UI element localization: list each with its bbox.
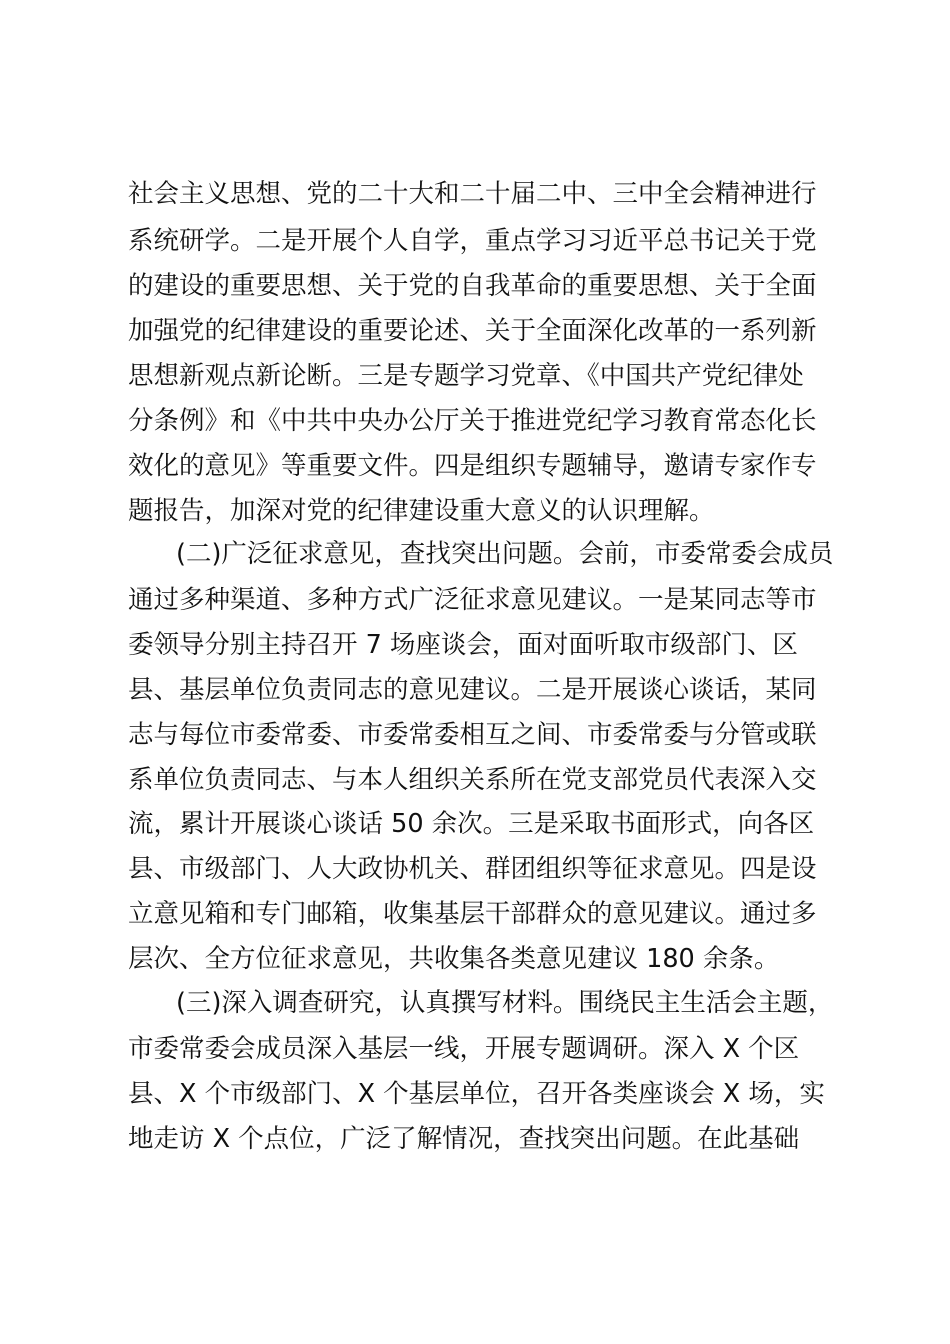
text-line-18: 层次、全方位征求意见，共收集各类意见建议 180 余条。 xyxy=(128,944,780,974)
text-line-4: 加强党的纪律建设的重要论述、关于全面深化改革的一系列新 xyxy=(128,316,817,346)
text-line-5: 思想新观点新论断。三是专题学习党章、《中国共产党纪律处 xyxy=(128,361,804,391)
text-line-20: 市委常委会成员深入基层一线，开展专题调研。深入 X 个区 xyxy=(128,1034,800,1064)
text-line-8: 题报告，加深对党的纪律建设重大意义的认识理解。 xyxy=(128,496,715,526)
paragraph-3-heading-line: (三)深入调查研究，认真撰写材料。围绕民主生活会主题， xyxy=(176,988,834,1018)
text-line-21: 县、X 个市级部门、X 个基层单位，召开各类座谈会 X 场，实 xyxy=(128,1079,825,1109)
paragraph-2-heading-line: (二)广泛征求意见，查找突出问题。会前，市委常委会成员 xyxy=(176,539,834,569)
text-line-12: 县、基层单位负责同志的意见建议。二是开展谈心谈话，某同 xyxy=(128,675,817,705)
text-line-6: 分条例》和《中共中央办公厅关于推进党纪学习教育常态化长 xyxy=(128,406,817,436)
text-line-14: 系单位负责同志、与本人组织关系所在党支部党员代表深入交 xyxy=(128,765,817,795)
text-line-15: 流，累计开展谈心谈话 50 余次。三是采取书面形式，向各区 xyxy=(128,809,815,839)
text-line-22: 地走访 X 个点位，广泛了解情况，查找突出问题。在此基础 xyxy=(128,1124,800,1154)
text-line-2: 系统研学。二是开展个人自学，重点学习习近平总书记关于党 xyxy=(128,226,817,256)
text-line-13: 志与每位市委常委、市委常委相互之间、市委常委与分管或联 xyxy=(128,720,817,750)
text-line-16: 县、市级部门、人大政协机关、群团组织等征求意见。四是设 xyxy=(128,854,817,884)
text-line-11: 委领导分别主持召开 7 场座谈会，面对面听取市级部门、区 xyxy=(128,630,798,660)
text-line-10: 通过多种渠道、多种方式广泛征求意见建议。一是某同志等市 xyxy=(128,585,817,615)
text-line-3: 的建设的重要思想、关于党的自我革命的重要思想、关于全面 xyxy=(128,271,817,301)
text-line-7: 效化的意见》等重要文件。四是组织专题辅导，邀请专家作专 xyxy=(128,451,817,481)
text-line-17: 立意见箱和专门邮箱，收集基层干部群众的意见建议。通过多 xyxy=(128,899,817,929)
text-line-1: 社会主义思想、党的二十大和二十届二中、三中全会精神进行 xyxy=(128,179,817,209)
